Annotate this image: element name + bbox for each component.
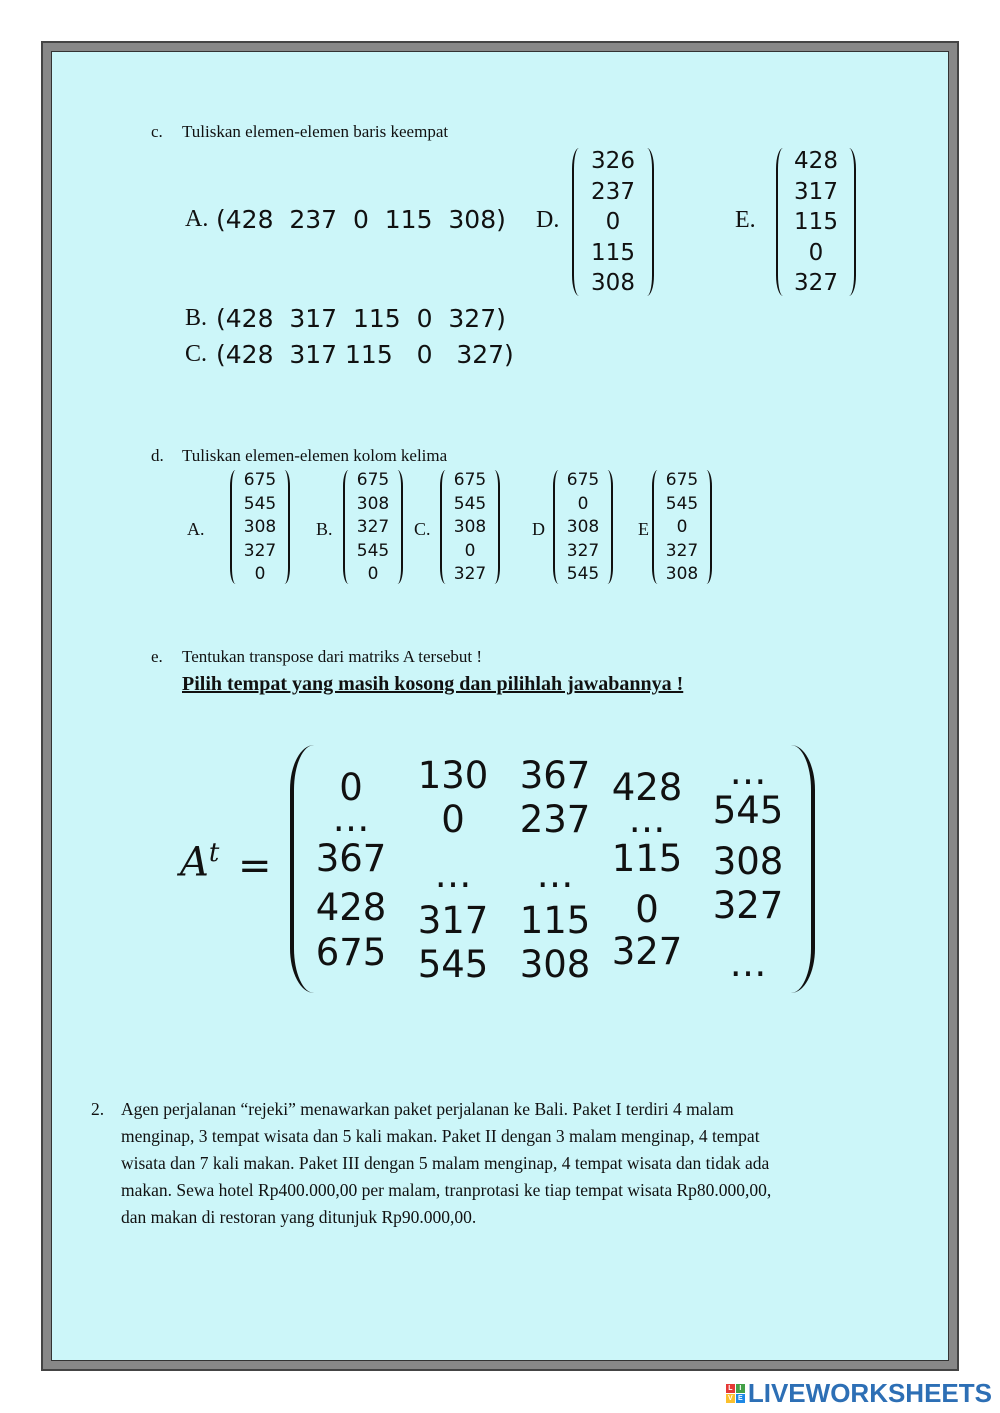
vector-cell: 308 bbox=[453, 517, 487, 537]
vector-cell: 0 bbox=[367, 564, 379, 584]
logo-badge-letter: I bbox=[736, 1384, 745, 1393]
question-e-letter: e. bbox=[151, 647, 163, 666]
vector-cell: 0 bbox=[605, 209, 621, 235]
question-c-letter: c. bbox=[151, 122, 163, 141]
matrix-cell: 675 bbox=[315, 931, 387, 974]
vector-cell: 115 bbox=[794, 209, 838, 235]
option-d-E-label: E bbox=[638, 519, 649, 539]
vector-cell: 308 bbox=[356, 493, 390, 514]
option-d-B-vector[interactable] bbox=[343, 470, 403, 584]
option-c-B-label: B. bbox=[185, 305, 208, 331]
option-d-A-vector[interactable] bbox=[230, 470, 290, 584]
vector-cell: 326 bbox=[591, 148, 635, 174]
matrix-cell: 428 bbox=[611, 766, 683, 809]
question-e-text: Tentukan transpose dari matriks A tersebut ! bbox=[182, 647, 483, 666]
vector-cell: 327 bbox=[665, 540, 699, 561]
vector-cell: 675 bbox=[243, 470, 277, 490]
question-d-letter: d. bbox=[151, 446, 164, 465]
option-c-A-value[interactable]: (428 237 0 115 308) bbox=[216, 205, 506, 234]
option-d-D-label: D bbox=[532, 519, 545, 539]
vector-cell: 545 bbox=[566, 564, 600, 584]
option-c-E-vector[interactable] bbox=[776, 148, 856, 296]
logo-badge-letter: V bbox=[726, 1394, 735, 1403]
logo-badge-letter: E bbox=[736, 1394, 745, 1403]
option-c-A-label: A. bbox=[185, 206, 209, 232]
question-2-line: makan. Sewa hotel Rp400.000,00 per malam, tranprotasi ke tiap tempat wisata Rp80.000,00, bbox=[121, 1180, 772, 1200]
question-e-instruction: Pilih tempat yang masih kosong dan pilihlah jawabannya ! bbox=[182, 673, 684, 695]
vector-cell: 327 bbox=[243, 540, 277, 561]
vector-cell: 428 bbox=[794, 148, 838, 174]
vector-cell: 308 bbox=[243, 517, 277, 537]
option-d-D-vector[interactable] bbox=[553, 470, 613, 584]
option-c-D-vector[interactable] bbox=[572, 148, 654, 296]
vector-cell: 308 bbox=[665, 564, 699, 584]
question-2-line: dan makan di restoran yang ditunjuk Rp90.000,00. bbox=[121, 1207, 477, 1227]
vector-cell: 327 bbox=[794, 270, 838, 296]
matrix-cell: 428 bbox=[315, 886, 387, 929]
matrix-cell: 367 bbox=[519, 754, 591, 797]
matrix-label-superscript: t bbox=[208, 838, 220, 868]
matrix-cell-blank[interactable]: … bbox=[729, 942, 767, 985]
option-d-C-label: C. bbox=[414, 519, 431, 539]
vector-cell: 308 bbox=[591, 270, 635, 296]
vector-cell: 0 bbox=[577, 493, 589, 514]
matrix-cell: 367 bbox=[315, 837, 387, 880]
logo-badge-letter: L bbox=[726, 1384, 735, 1393]
matrix-cell-blank[interactable]: … bbox=[628, 798, 666, 841]
option-d-A-label: A. bbox=[187, 519, 205, 539]
option-d-C-vector[interactable] bbox=[440, 470, 500, 584]
matrix-label-letter: A bbox=[180, 839, 209, 886]
transpose-matrix bbox=[290, 745, 815, 993]
matrix-cell-blank[interactable]: … bbox=[729, 750, 767, 793]
matrix-cell: 115 bbox=[611, 837, 683, 880]
question-2-line: wisata dan 7 kali makan. Paket III dengan 5 malam menginap, 4 tempat wisata dan tidak ada bbox=[121, 1153, 770, 1173]
matrix-cell: 545 bbox=[712, 789, 784, 832]
matrix-right-paren bbox=[791, 745, 815, 993]
matrix-cell: 327 bbox=[611, 930, 683, 973]
option-d-B-label: B. bbox=[316, 519, 333, 539]
question-d-text: Tuliskan elemen-elemen kolom kelima bbox=[182, 446, 448, 465]
vector-cell: 675 bbox=[356, 470, 390, 490]
matrix-label bbox=[180, 838, 219, 885]
vector-cell: 237 bbox=[591, 178, 635, 205]
matrix-cell: 545 bbox=[417, 943, 489, 986]
vector-cell: 308 bbox=[566, 517, 600, 537]
option-c-E-label: E. bbox=[735, 207, 756, 233]
option-c-C-value[interactable]: (428 317 115 0 327) bbox=[216, 340, 514, 369]
option-c-B-value[interactable]: (428 317 115 0 327) bbox=[216, 304, 506, 333]
logo-badge-icon bbox=[726, 1384, 745, 1403]
vector-cell: 545 bbox=[665, 493, 699, 514]
vector-cell: 0 bbox=[254, 564, 266, 584]
matrix-cell: 317 bbox=[417, 899, 489, 942]
vector-cell: 675 bbox=[453, 470, 487, 490]
vector-cell: 115 bbox=[591, 239, 635, 266]
vector-cell: 545 bbox=[453, 493, 487, 514]
question-2-line: Agen perjalanan “rejeki” menawarkan paket perjalanan ke Bali. Paket I terdiri 4 malam bbox=[121, 1099, 734, 1119]
matrix-cell-blank[interactable]: … bbox=[536, 853, 574, 896]
question-2-number: 2. bbox=[91, 1099, 105, 1119]
matrix-cell: 308 bbox=[519, 943, 591, 986]
vector-cell: 675 bbox=[665, 470, 699, 490]
option-d-E-vector[interactable] bbox=[652, 470, 712, 584]
vector-cell: 317 bbox=[794, 178, 838, 205]
vector-cell: 545 bbox=[243, 493, 277, 514]
option-c-C-label: C. bbox=[185, 341, 208, 367]
matrix-cell: 0 bbox=[635, 888, 659, 931]
matrix-cell: 0 bbox=[441, 798, 465, 841]
equals-sign: = bbox=[238, 843, 272, 889]
liveworksheets-logo bbox=[726, 1378, 992, 1408]
vector-cell: 0 bbox=[808, 239, 824, 266]
question-c-text: Tuliskan elemen-elemen baris keempat bbox=[182, 122, 449, 141]
question-2-text bbox=[121, 1096, 901, 1231]
matrix-cell: 308 bbox=[712, 840, 784, 883]
vector-cell: 327 bbox=[356, 517, 390, 537]
matrix-cell-blank[interactable]: … bbox=[434, 853, 472, 896]
vector-cell: 327 bbox=[566, 540, 600, 561]
vector-cell: 675 bbox=[566, 470, 600, 490]
matrix-cell-blank[interactable]: … bbox=[332, 797, 370, 840]
matrix-cell: 130 bbox=[417, 754, 489, 797]
vector-cell: 0 bbox=[676, 517, 688, 537]
vector-cell: 0 bbox=[464, 540, 476, 561]
matrix-cell: 327 bbox=[712, 884, 784, 927]
option-c-D-label: D. bbox=[536, 207, 560, 233]
vector-cell: 545 bbox=[356, 540, 390, 561]
matrix-cell: 115 bbox=[519, 899, 591, 942]
vector-cell: 327 bbox=[453, 564, 487, 584]
matrix-cell: 0 bbox=[339, 766, 363, 809]
logo-text: LIVEWORKSHEETS bbox=[747, 1377, 992, 1408]
matrix-cell: 237 bbox=[519, 798, 591, 841]
question-2-line: menginap, 3 tempat wisata dan 5 kali makan. Paket II dengan 3 malam menginap, 4 tempat bbox=[121, 1126, 760, 1146]
